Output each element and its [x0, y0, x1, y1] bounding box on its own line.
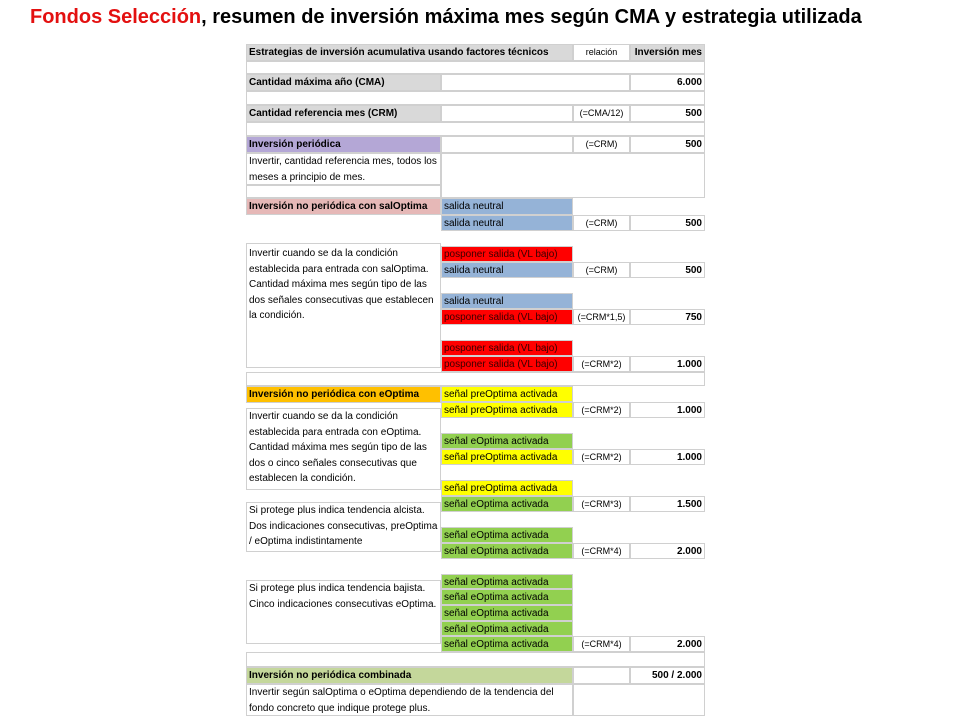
saloptima-value-3: 750: [630, 309, 705, 325]
eoptima-formula-1: (=CRM*2): [573, 402, 630, 418]
cma-label: Cantidad máxima año (CMA): [246, 74, 441, 91]
periodica-label: Inversión periódica: [246, 136, 441, 153]
combinada-label: Inversión no periódica combinada: [246, 667, 573, 684]
signal-preoptima: señal preOptima activada: [441, 386, 573, 402]
signal-preoptima: señal preOptima activada: [441, 480, 573, 496]
header-relacion: relación: [573, 44, 630, 61]
eoptima-value-2: 1.000: [630, 449, 705, 465]
eoptima-label: Inversión no periódica con eOptima: [246, 386, 441, 403]
saloptima-value-2: 500: [630, 262, 705, 278]
signal-salida-neutral: salida neutral: [441, 198, 573, 215]
signal-eoptima: señal eOptima activada: [441, 636, 573, 652]
crm-label: Cantidad referencia mes (CRM): [246, 105, 441, 122]
eoptima-formula-3: (=CRM*3): [573, 496, 630, 512]
signal-eoptima: señal eOptima activada: [441, 543, 573, 559]
signal-salida-neutral: salida neutral: [441, 293, 573, 309]
saloptima-formula-3: (=CRM*1,5): [573, 309, 630, 325]
signal-posponer-salida: posponer salida (VL bajo): [441, 356, 573, 372]
signal-eoptima: señal eOptima activada: [441, 496, 573, 512]
saloptima-formula-1: (=CRM): [573, 215, 630, 231]
signal-eoptima: señal eOptima activada: [441, 621, 573, 636]
spacer-row: [246, 372, 705, 386]
signal-eoptima: señal eOptima activada: [441, 527, 573, 543]
combinada-value: 500 / 2.000: [630, 667, 705, 684]
eoptima-formula-5: (=CRM*4): [573, 636, 630, 652]
header-label: Estrategias de inversión acumulativa usando factores técnicos: [246, 44, 573, 61]
periodica-empty-block: [441, 153, 705, 198]
saloptima-value-1: 500: [630, 215, 705, 231]
signal-posponer-salida: posponer salida (VL bajo): [441, 309, 573, 325]
eoptima-formula-4: (=CRM*4): [573, 543, 630, 559]
eoptima-value-1: 1.000: [630, 402, 705, 418]
eoptima-value-3: 1.500: [630, 496, 705, 512]
eoptima-desc-2: Si protege plus indica tendencia alcista. Dos indicaciones consecutivas, preOptima / eOptima indistintamente: [246, 502, 441, 552]
cma-value: 6.000: [630, 74, 705, 91]
crm-empty: [441, 105, 573, 122]
eoptima-formula-2: (=CRM*2): [573, 449, 630, 465]
spacer-row: [246, 122, 705, 136]
title-highlight: Fondos Selección: [30, 6, 202, 28]
signal-eoptima: señal eOptima activada: [441, 433, 573, 449]
header-inversion: Inversión mes: [630, 44, 705, 61]
eoptima-desc-3: Si protege plus indica tendencia bajista. Cinco indicaciones consecutivas eOptima.: [246, 580, 441, 644]
periodica-formula: (=CRM): [573, 136, 630, 153]
signal-posponer-salida: posponer salida (VL bajo): [441, 340, 573, 356]
periodica-empty: [441, 136, 573, 153]
periodica-value: 500: [630, 136, 705, 153]
eoptima-desc-1: Invertir cuando se da la condición establecida para entrada con eOptima. Cantidad máxima mes según tipo de las dos o cinco señales consecutivas que establecen la condición.: [246, 408, 441, 490]
signal-salida-neutral: salida neutral: [441, 215, 573, 231]
signal-eoptima: señal eOptima activada: [441, 589, 573, 605]
signal-eoptima: señal eOptima activada: [441, 605, 573, 621]
title-rest: , resumen de inversión máxima mes según CMA y estrategia utilizada: [201, 6, 862, 28]
cma-empty: [441, 74, 630, 91]
saloptima-value-4: 1.000: [630, 356, 705, 372]
signal-eoptima: señal eOptima activada: [441, 574, 573, 589]
spacer-row: [246, 185, 441, 198]
combinada-empty: [573, 667, 630, 684]
eoptima-value-5: 2.000: [630, 636, 705, 652]
crm-value: 500: [630, 105, 705, 122]
signal-posponer-salida: posponer salida (VL bajo): [441, 246, 573, 262]
spacer-row: [246, 61, 705, 74]
signal-preoptima: señal preOptima activada: [441, 402, 573, 418]
signal-preoptima: señal preOptima activada: [441, 449, 573, 465]
combinada-desc: Invertir según salOptima o eOptima dependiendo de la tendencia del fondo concreto que indique protege plus.: [246, 684, 573, 716]
combinada-empty-block: [573, 684, 705, 716]
periodica-desc: Invertir, cantidad referencia mes, todos los meses a principio de mes.: [246, 153, 441, 185]
crm-formula: (=CMA/12): [573, 105, 630, 122]
spacer-row: [246, 652, 705, 667]
eoptima-value-4: 2.000: [630, 543, 705, 559]
spacer-row: [246, 91, 705, 105]
saloptima-formula-2: (=CRM): [573, 262, 630, 278]
saloptima-formula-4: (=CRM*2): [573, 356, 630, 372]
signal-salida-neutral: salida neutral: [441, 262, 573, 278]
saloptima-label: Inversión no periódica con salOptima: [246, 198, 441, 215]
saloptima-desc: Invertir cuando se da la condición establecida para entrada con salOptima. Cantidad máxima mes según tipo de las dos señales consecutivas que establecen la condición.: [246, 243, 441, 368]
